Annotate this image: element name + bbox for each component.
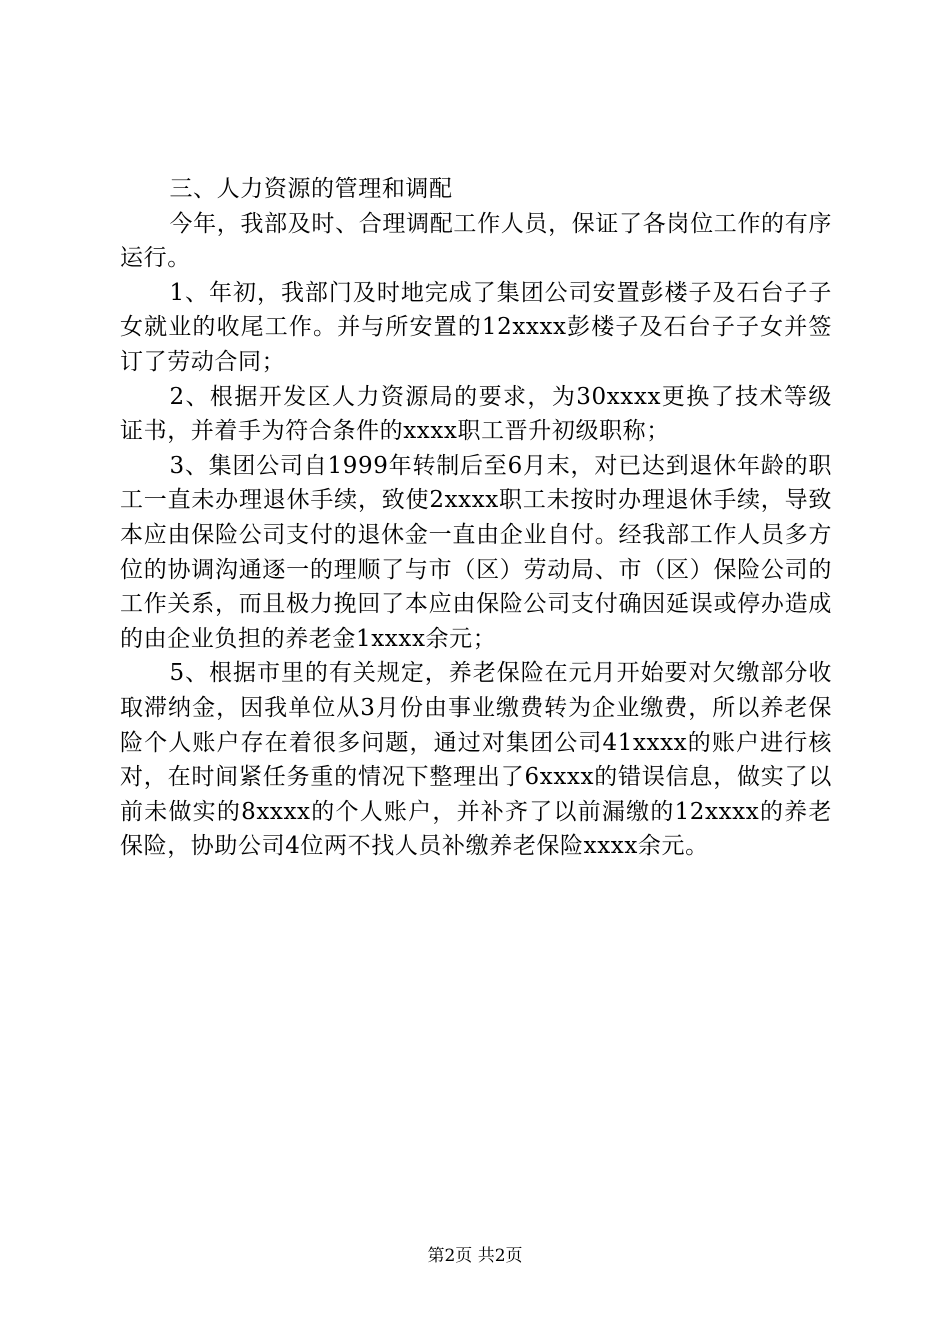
paragraph-item-5: 5、根据市里的有关规定，养老保险在元月开始要对欠缴部分收取滞纳金，因我单位从3月份由事业缴费转为企业缴费，所以养老保险个人账户存在着很多问题，通过对集团公司41xxxx的账户进行核对，在时间紧任务重的情况下整理出了6xxxx的错误信息，做实了以前未做实的8xxxx的个人账户，并补齐了以前漏缴的12xxxx的养老保险，协助公司4位两不找人员补缴养老保险xxxx余元。 <box>120 660 832 860</box>
document-body <box>120 172 832 864</box>
paragraph-item-1: 1、年初，我部门及时地完成了集团公司安置彭楼子及石台子子女就业的收尾工作。并与所安置的12xxxx彭楼子及石台子子女并签订了劳动合同； <box>120 279 832 375</box>
paragraph-intro: 今年，我部及时、合理调配工作人员，保证了各岗位工作的有序运行。 <box>120 210 832 272</box>
section-heading: 三、人力资源的管理和调配 <box>169 176 453 202</box>
page-footer: 第2页 共2页 <box>427 1246 523 1266</box>
paragraph-item-3: 3、集团公司自1999年转制后至6月末，对已达到退休年龄的职工一直未办理退休手续，致使2xxxx职工未按时办理退休手续，导致本应由保险公司支付的退休金一直由企业自付。经我部工作人员多方位的协调沟通逐一的理顺了与市（区）劳动局、市（区）保险公司的工作关系，而且极力挽回了本应由保险公司支付确因延误或停办造成的由企业负担的养老金1xxxx余元； <box>120 452 832 652</box>
paragraph-item-2: 2、根据开发区人力资源局的要求，为30xxxx更换了技术等级证书，并着手为符合条件的xxxx职工晋升初级职称； <box>120 383 832 445</box>
